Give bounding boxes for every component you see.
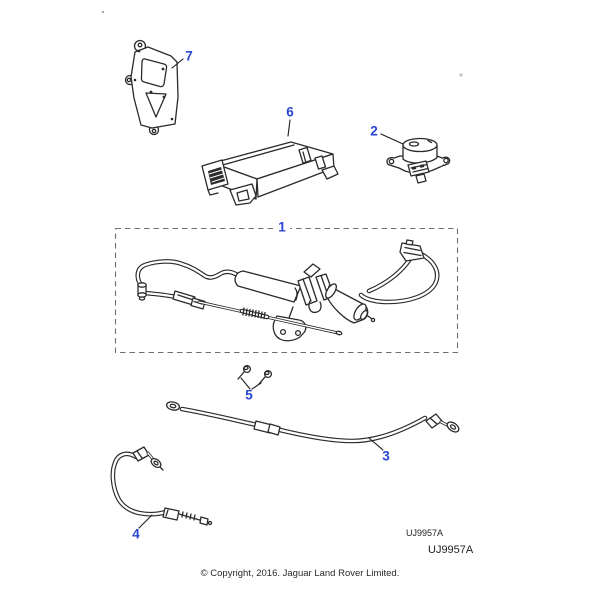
callout-3[interactable]: 3 (382, 448, 390, 464)
part-4-cable-drawing (113, 447, 212, 525)
callout-2[interactable]: 2 (370, 123, 378, 139)
copyright-text: © Copyright, 2016. Jaguar Land Rover Limited. (200, 568, 400, 579)
speckle (460, 74, 463, 77)
part-1-actuator-assembly-drawing (116, 229, 458, 353)
callout-4[interactable]: 4 (132, 526, 140, 542)
part-3-cable-drawing (166, 401, 461, 441)
part-2-relay-drawing (387, 139, 450, 184)
callout-5[interactable]: 5 (245, 387, 253, 403)
callout-1[interactable]: 1 (274, 220, 290, 234)
speckle (102, 11, 104, 13)
part-6-module-drawing (202, 142, 338, 205)
part-7-bracket-drawing (126, 41, 179, 135)
callout-7[interactable]: 7 (185, 48, 193, 64)
diagram-code-small: UJ9957A (406, 528, 444, 538)
diagram-code-large: UJ9957A (428, 544, 474, 556)
callout-6[interactable]: 6 (286, 104, 294, 120)
